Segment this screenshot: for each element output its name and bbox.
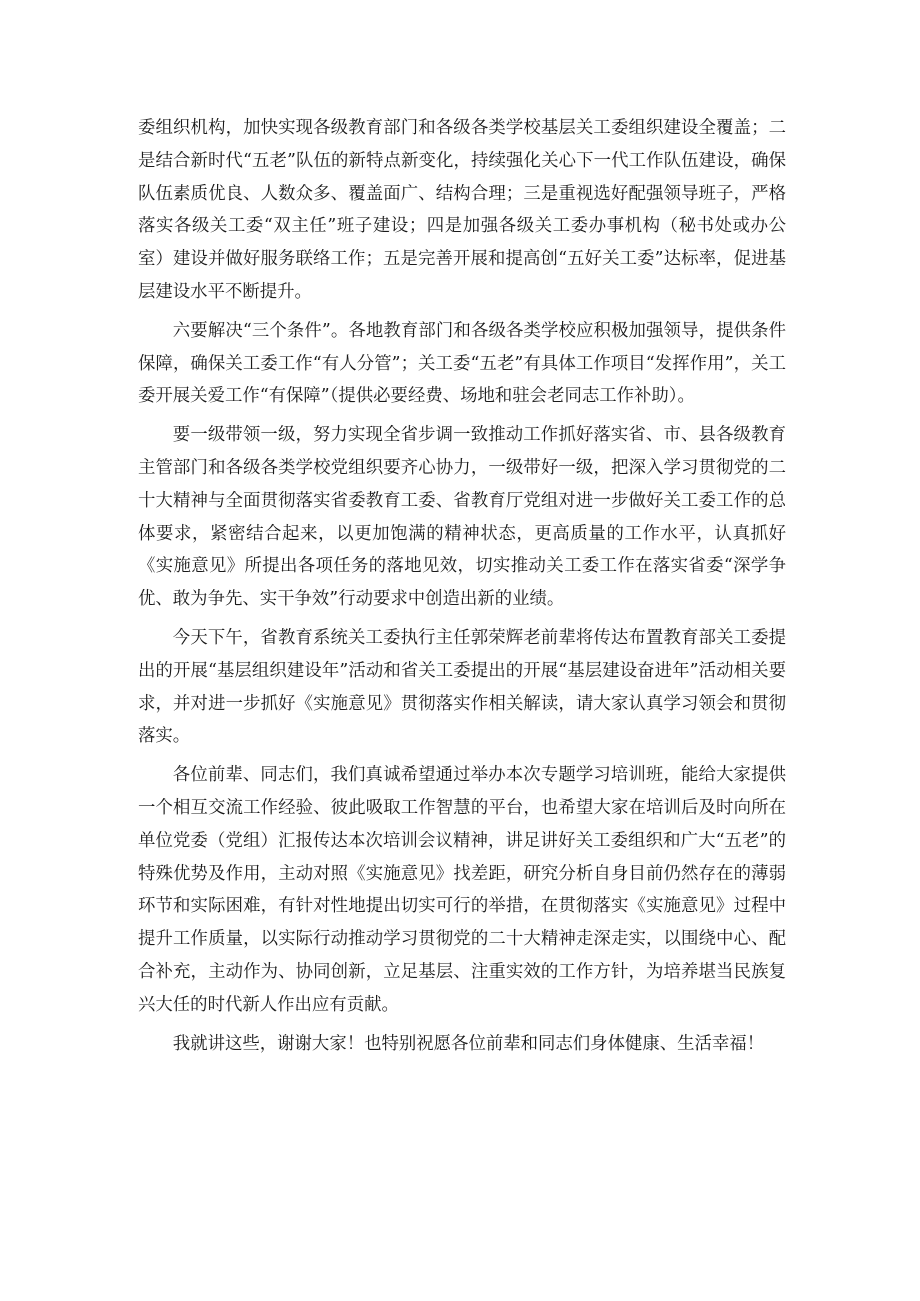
paragraph-three-conditions: 六要解决“三个条件”。各地教育部门和各级各类学校应积极加强领导，提供条件保障，确保关工委工作“有人分管”；关工委“五老”有具体工作项目“发挥作用”，关工委开展关爱工作“有保障”（提供必要经费、场地和驻会老同志工作补助）。 bbox=[138, 320, 786, 407]
paragraph-level-leadership: 要一级带领一级，努力实现全省步调一致推动工作抓好落实省、市、县各级教育主管部门和各级各类学校党组织要齐心协力，一级带好一级，把深入学习贯彻党的二十大精神与全面贯彻落实省委教育工委、省教育厅党组对进一步做好关工委工作的总体要求，紧密结合起来，以更加饱满的精神状态，更高质量的工作水平，认真抓好《实施意见》所提出各项任务的落地见效，切实推动关工委工作在落实省委“深学争优、敢为争先、实干争效”行动要求中创造出新的业绩。 bbox=[138, 425, 786, 610]
paragraph-afternoon-agenda: 今天下午，省教育系统关工委执行主任郭荣辉老前辈将传达布置教育部关工委提出的开展“基层组织建设年”活动和省关工委提出的开展“基层建设奋进年”活动相关要求，并对进一步抓好《实施意见》贯彻落实作相关解读，请大家认真学习领会和贯彻落实。 bbox=[138, 627, 786, 747]
paragraph-closing: 我就讲这些，谢谢大家！也特别祝愿各位前辈和同志们身体健康、生活幸福！ bbox=[172, 1033, 765, 1054]
paragraph-expectations: 各位前辈、同志们，我们真诚希望通过举办本次专题学习培训班，能给大家提供一个相互交流工作经验、彼此吸取工作智慧的平台，也希望大家在培训后及时向所在单位党委（党组）汇报传达本次培训会议精神，讲足讲好关工委组织和广大“五老”的特殊优势及作用，主动对照《实施意见》找差距，研究分析自身目前仍然存在的薄弱环节和实际困难，有针对性地提出切实可行的举措，在贯彻落实《实施意见》过程中提升工作质量，以实际行动推动学习贯彻党的二十大精神走深走实，以围绕中心、配合补充，主动作为、协同创新，立足基层、注重实效的工作方针，为培养堪当民族复兴大任的时代新人作出应有贡献。 bbox=[138, 765, 786, 1015]
paragraph-organization-coverage: 委组织机构，加快实现各级教育部门和各级各类学校基层关工委组织建设全覆盖；二是结合新时代“五老”队伍的新特点新变化，持续强化关心下一代工作队伍建设，确保队伍素质优良、人数众多、覆盖面广、结构合理；三是重视选好配强领导班子，严格落实各级关工委“双主任”班子建设；四是加强各级关工委办事机构（秘书处或办公室）建设并做好服务联络工作；五是完善开展和提高创“五好关工委”达标率，促进基层建设水平不断提升。 bbox=[138, 118, 786, 302]
document-body bbox=[138, 112, 786, 1066]
